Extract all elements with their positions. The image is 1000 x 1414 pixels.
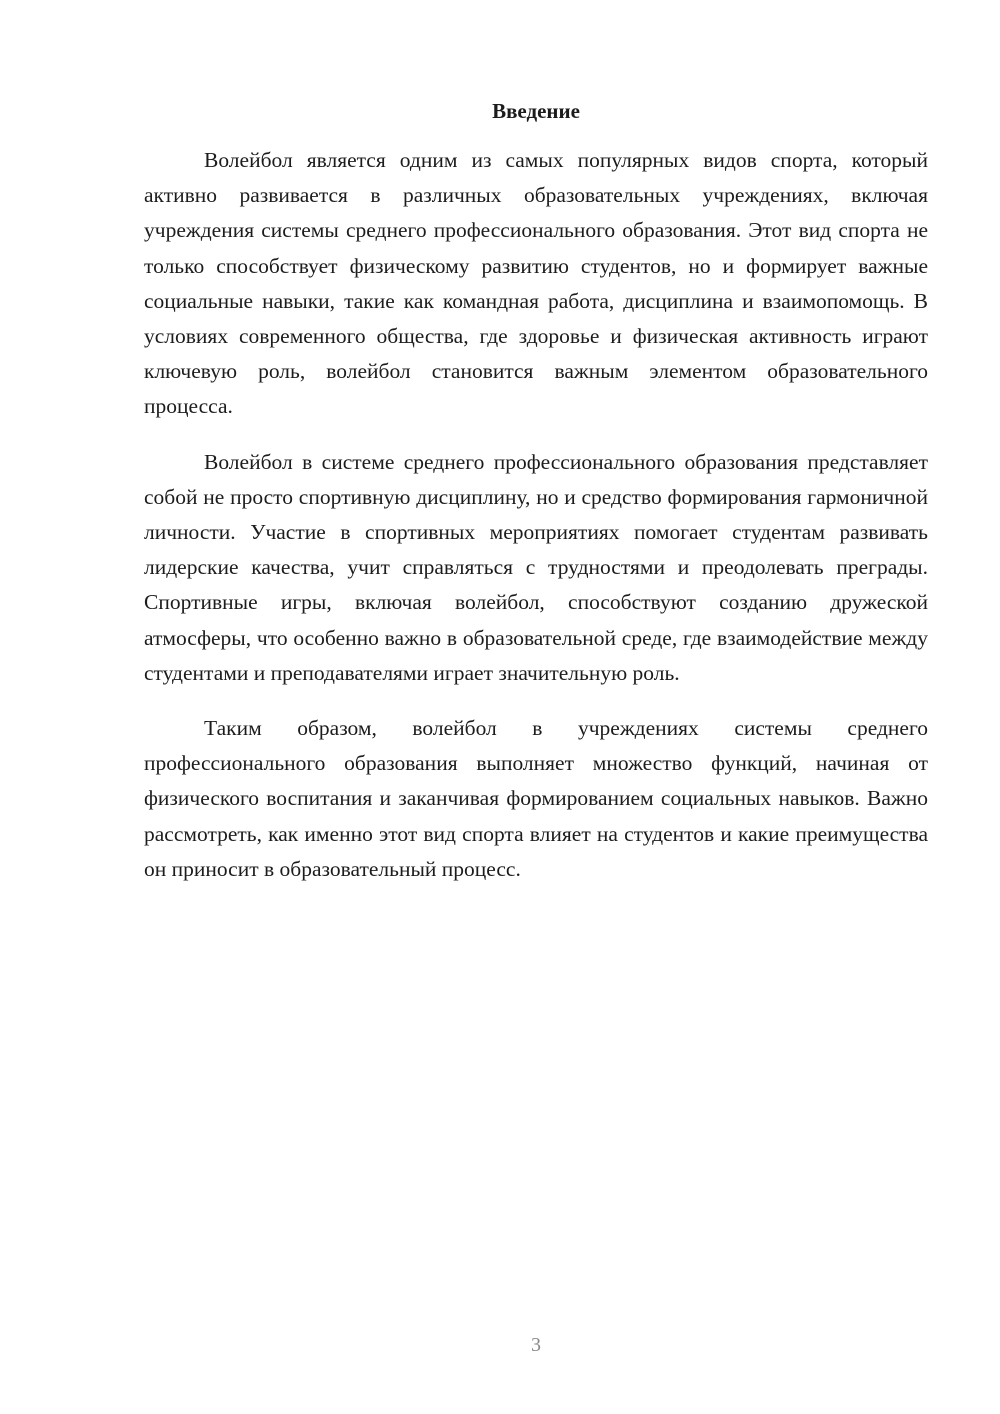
paragraph-1: Волейбол является одним из самых популярных видов спорта, который активно развивается в различных образовательных учреждениях, включая учреждения системы среднего профессионального образования. Этот вид спорта не только способствует физическому развитию студентов, но и формирует важные социальные навыки, такие как командная работа, дисциплина и взаимопомощь. В условиях современного общества, где здоровье и физическая активность играют ключевую роль, волейбол становится важным элементом образовательного процесса. [144,148,928,419]
body-text [144,143,928,907]
section-heading: Введение [492,99,580,123]
paragraph-3: Таким образом, волейбол в учреждениях системы среднего профессионального образования выполняет множество функций, начиная от физического воспитания и заканчивая формированием социальных навыков. Важно рассмотреть, как именно этот вид спорта влияет на студентов и какие преимущества он приносит в образовательный процесс. [144,716,928,881]
paragraph-2: Волейбол в системе среднего профессионального образования представляет собой не просто спортивную дисциплину, но и средство формирования гармоничной личности. Участие в спортивных мероприятиях помогает студентам развивать лидерские качества, учит справляться с трудностями и преодолевать преграды. Спортивные игры, включая волейбол, способствуют созданию дружеской атмосферы, что особенно важно в образовательной среде, где взаимодействие между студентами и преподавателями играет значительную роль. [144,449,928,685]
page-number: 3 [531,1334,541,1356]
